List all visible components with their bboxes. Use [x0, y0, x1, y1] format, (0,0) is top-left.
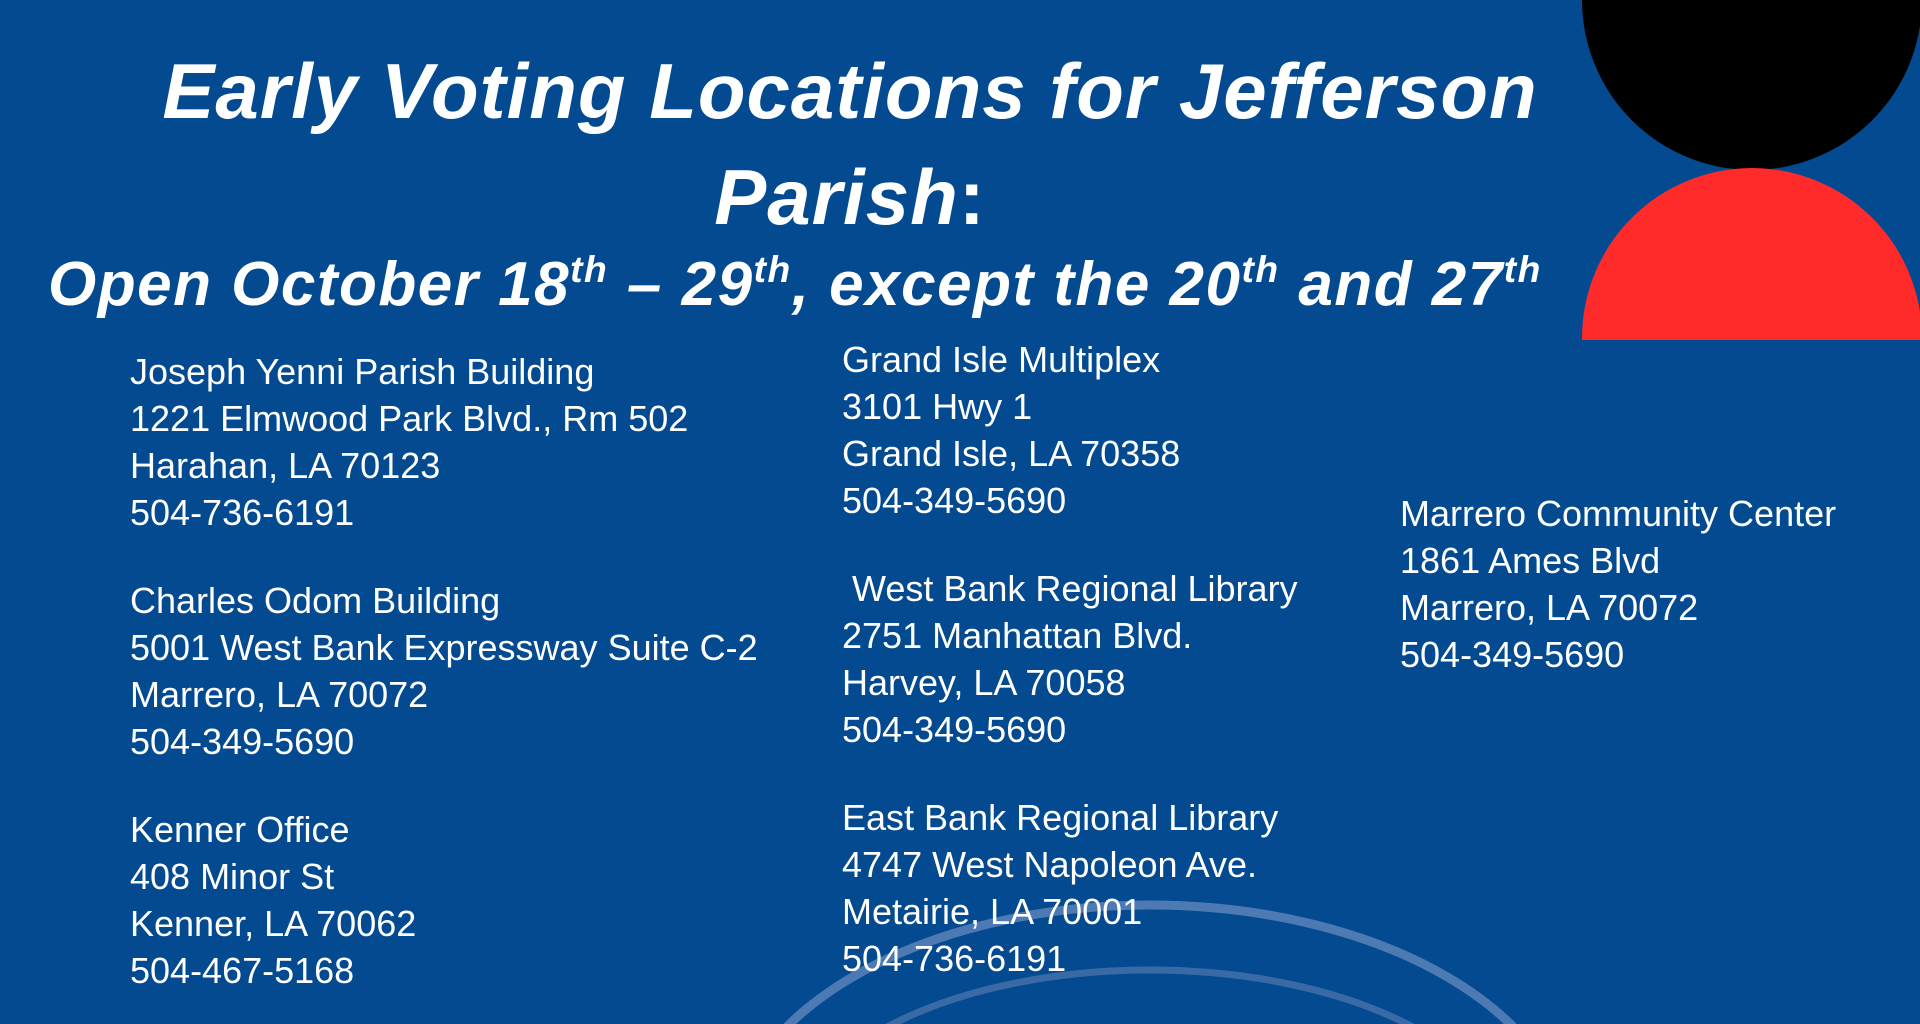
location-address: 4747 West Napoleon Ave.: [842, 844, 1257, 885]
title-main: Early Voting Locations for Jefferson: [162, 47, 1538, 135]
location-city: Marrero, LA 70072: [1400, 587, 1699, 628]
subtitle-part-3: , except the 20: [791, 250, 1242, 319]
location-phone: 504-349-5690: [130, 721, 355, 762]
location-address: 1221 Elmwood Park Blvd., Rm 502: [130, 398, 689, 439]
location-city: Metairie, LA 70001: [842, 891, 1143, 932]
location-marrero-community-center: [1400, 490, 1836, 678]
location-address: 3101 Hwy 1: [842, 386, 1033, 427]
subtitle-part-4: and 27: [1279, 250, 1504, 319]
subtitle-dates: [48, 245, 1542, 332]
location-name: West Bank Regional Library: [842, 568, 1298, 609]
locations-column-1: [130, 348, 758, 994]
page-title: [30, 38, 1670, 250]
location-name: Charles Odom Building: [130, 580, 501, 621]
location-address: 5001 West Bank Expressway Suite C-2: [130, 627, 758, 668]
subtitle-part-1: Open October 18: [48, 250, 571, 319]
subtitle-part-2: – 29: [608, 250, 754, 319]
subtitle-sup-1: th: [570, 247, 609, 290]
title-colon: :: [958, 153, 986, 241]
subtitle-sup-3: th: [1241, 247, 1280, 290]
location-name: Grand Isle Multiplex: [842, 339, 1161, 380]
location-city: Harvey, LA 70058: [842, 662, 1126, 703]
location-name: Marrero Community Center: [1400, 493, 1837, 534]
location-name: Joseph Yenni Parish Building: [130, 351, 595, 392]
location-city: Marrero, LA 70072: [130, 674, 429, 715]
location-address: 408 Minor St: [130, 856, 335, 897]
subtitle-sup-4: th: [1503, 247, 1542, 290]
location-phone: 504-736-6191: [130, 492, 355, 533]
location-address: 1861 Ames Blvd: [1400, 540, 1661, 581]
subtitle-sup-2: th: [753, 247, 792, 290]
location-phone: 504-349-5690: [842, 480, 1067, 521]
location-grand-isle: [842, 336, 1298, 524]
location-address: 2751 Manhattan Blvd.: [842, 615, 1193, 656]
location-phone: 504-349-5690: [1400, 634, 1625, 675]
location-east-bank-library: [842, 794, 1298, 982]
location-city: Grand Isle, LA 70358: [842, 433, 1181, 474]
location-phone: 504-736-6191: [842, 938, 1067, 979]
location-name: Kenner Office: [130, 809, 350, 850]
location-joseph-yenni: [130, 348, 758, 536]
location-name: East Bank Regional Library: [842, 797, 1279, 838]
location-city: Kenner, LA 70062: [130, 903, 417, 944]
location-charles-odom: [130, 577, 758, 765]
locations-column-3: [1400, 490, 1836, 678]
locations-column-2: [842, 336, 1298, 982]
location-phone: 504-349-5690: [842, 709, 1067, 750]
location-phone: 504-467-5168: [130, 950, 355, 991]
location-kenner-office: [130, 806, 758, 994]
title-parish: Parish: [714, 153, 959, 241]
location-city: Harahan, LA 70123: [130, 445, 441, 486]
location-west-bank-library: [842, 565, 1298, 753]
